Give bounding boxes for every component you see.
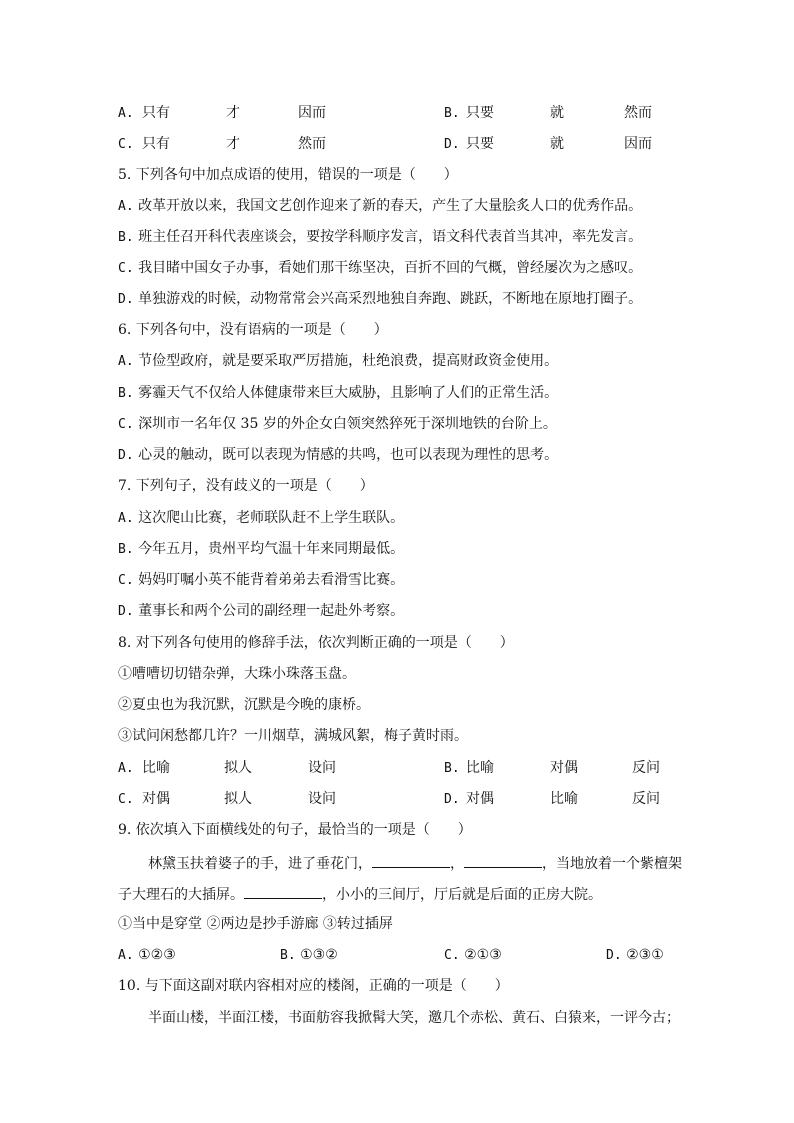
- option-letter: B.: [280, 948, 296, 963]
- q9-choices: ①当中是穿堂 ②两边是抄手游廊 ③转过插屏: [118, 916, 393, 932]
- option-text: 班主任召开科代表座谈会，要按学科顺序发言，语文科代表首当其冲，率先发言。: [138, 229, 643, 245]
- option-word-3: 因而: [624, 136, 652, 152]
- option-word-2: 比喻: [550, 791, 578, 807]
- option-letter: C.: [118, 792, 134, 807]
- option-word-2: 对偶: [550, 760, 578, 776]
- option-letter: A.: [118, 199, 134, 214]
- option-text: 改革开放以来，我国文艺创作迎来了新的春天，产生了大量脍炙人口的优秀作品。: [138, 198, 643, 214]
- option-word-3: 设问: [308, 791, 336, 807]
- answer-blank-2[interactable]: [464, 853, 542, 868]
- option-letter: D.: [444, 792, 460, 807]
- option-text: 节俭型政府，就是要采取严厉措施，杜绝浪费，提高财政资金使用。: [138, 353, 559, 369]
- option-word-1: 对偶: [466, 791, 494, 807]
- option-letter: B.: [444, 106, 460, 121]
- option-letter: B.: [444, 761, 460, 776]
- option-word-1: 只有: [142, 105, 170, 121]
- answer-blank-1[interactable]: [372, 853, 450, 868]
- option-word-3: 反问: [632, 791, 660, 807]
- option-text: ②③①: [626, 947, 664, 963]
- q5-option-a: [118, 197, 642, 216]
- q10-stem: 10. 与下面这副对联内容相对应的楼阁，正确的一项是（ ）: [118, 978, 509, 994]
- option-text: 雾霾天气不仅给人体健康带来巨大威胁，且影响了人们的正常生活。: [138, 385, 559, 401]
- q8-option-d: [444, 790, 660, 809]
- q7-option-b: [118, 540, 404, 559]
- option-word-1: 比喻: [142, 760, 170, 776]
- option-text: 心灵的触动，既可以表现为情感的共鸣，也可以表现为理性的思考。: [138, 447, 559, 463]
- q8-option-c: [118, 790, 336, 809]
- option-text: 深圳市一名年仅 35 岁的外企女白领突然猝死于深圳地铁的台阶上。: [138, 416, 557, 432]
- q4-option-c: [118, 135, 326, 154]
- option-word-2: 就: [550, 136, 564, 152]
- passage-text: ，当地放着一个紫檀架: [542, 856, 682, 872]
- q8-option-b: [444, 759, 660, 778]
- passage-text: ，: [450, 856, 464, 872]
- option-word-3: 设问: [308, 760, 336, 776]
- option-text: 单独游戏的时候，动物常常会兴高采烈地独自奔跑、跳跃，不断地在原地打圈子。: [138, 291, 643, 307]
- option-letter: B.: [118, 542, 134, 557]
- option-word-3: 因而: [298, 105, 326, 121]
- passage-text: 林黛玉扶着婆子的手，进了垂花门，: [148, 856, 372, 872]
- q9-stem: 9. 依次填入下面横线处的句子，最恰当的一项是（ ）: [118, 822, 472, 838]
- option-letter: D.: [118, 604, 134, 619]
- option-letter: D.: [118, 448, 134, 463]
- q6-option-c: [118, 415, 557, 434]
- option-text: 这次爬山比赛，老师联队赶不上学生联队。: [138, 510, 405, 526]
- option-word-1: 比喻: [466, 760, 494, 776]
- option-word-1: 只要: [466, 136, 494, 152]
- option-letter: D.: [444, 137, 460, 152]
- option-letter: C.: [444, 948, 460, 963]
- q4-option-d: [444, 135, 652, 154]
- passage-text: 子大理石的大插屏。: [118, 887, 244, 903]
- q6-option-d: [118, 446, 558, 465]
- option-letter: B.: [118, 230, 134, 245]
- option-word-2: 才: [226, 136, 240, 152]
- q6-option-b: [118, 384, 558, 403]
- q10-couplet: 半面山楼，半面江楼，书面舫容我掀髯大笑，邀几个赤松、黄石、白猿来，一评今古；: [148, 1010, 680, 1026]
- option-word-1: 对偶: [142, 791, 170, 807]
- q4-option-b: [444, 104, 652, 123]
- answer-blank-3[interactable]: [244, 884, 322, 899]
- option-word-3: 然而: [624, 105, 652, 121]
- option-word-3: 然而: [298, 136, 326, 152]
- option-text: ②①③: [464, 947, 502, 963]
- q9-option-a: [118, 946, 176, 965]
- q9-option-d: [606, 946, 664, 965]
- option-letter: A.: [118, 511, 134, 526]
- option-letter: A.: [118, 761, 134, 776]
- option-word-2: 就: [550, 105, 564, 121]
- option-letter: D.: [606, 948, 622, 963]
- option-text: ①③②: [300, 947, 338, 963]
- option-letter: B.: [118, 386, 134, 401]
- q8-sentence-3: ③试问闲愁都几许？一川烟草，满城风絮，梅子黄时雨。: [118, 728, 468, 744]
- option-letter: A.: [118, 354, 134, 369]
- q5-option-d: [118, 290, 642, 309]
- q9-option-c: [444, 946, 502, 965]
- q8-option-a: [118, 759, 336, 778]
- passage-text: ，小小的三间厅，厅后就是后面的正房大院。: [322, 887, 602, 903]
- q9-passage-line-2: [118, 884, 602, 904]
- q9-passage-line-1: [148, 853, 682, 873]
- q4-option-a: [118, 104, 326, 123]
- q5-option-c: [118, 259, 642, 278]
- option-text: 今年五月，贵州平均气温十年来同期最低。: [138, 541, 405, 557]
- q7-option-c: [118, 571, 404, 590]
- option-letter: A.: [118, 948, 134, 963]
- option-word-3: 反问: [632, 760, 660, 776]
- option-letter: D.: [118, 292, 134, 307]
- q5-option-b: [118, 228, 642, 247]
- q9-option-b: [280, 946, 338, 965]
- q8-sentence-2: ②夏虫也为我沉默，沉默是今晚的康桥。: [118, 697, 370, 713]
- option-word-2: 拟人: [224, 760, 252, 776]
- option-word-2: 拟人: [224, 791, 252, 807]
- q7-stem: 7. 下列句子，没有歧义的一项是（ ）: [118, 478, 374, 494]
- q6-option-a: [118, 352, 558, 371]
- q6-stem: 6. 下列各句中，没有语病的一项是（ ）: [118, 322, 388, 338]
- option-text: 我目睹中国女子办事，看她们那干练坚决，百折不回的气概，曾经屡次为之感叹。: [138, 260, 643, 276]
- q7-option-d: [118, 602, 404, 621]
- q7-option-a: [118, 509, 404, 528]
- option-text: 妈妈叮嘱小英不能背着弟弟去看滑雪比赛。: [138, 572, 405, 588]
- q8-stem: 8. 对下列各句使用的修辞手法，依次判断正确的一项是（ ）: [118, 635, 514, 651]
- option-word-1: 只有: [142, 136, 170, 152]
- option-letter: C.: [118, 417, 134, 432]
- q8-sentence-1: ①嘈嘈切切错杂弹，大珠小珠落玉盘。: [118, 666, 356, 682]
- option-word-2: 才: [226, 105, 240, 121]
- option-text: 董事长和两个公司的副经理一起赴外考察。: [138, 603, 405, 619]
- option-letter: C.: [118, 261, 134, 276]
- option-letter: C.: [118, 137, 134, 152]
- option-letter: A.: [118, 106, 134, 121]
- option-text: ①②③: [138, 947, 176, 963]
- q5-stem: 5. 下列各句中加点成语的使用，错误的一项是（ ）: [118, 167, 458, 183]
- option-letter: C.: [118, 573, 134, 588]
- option-word-1: 只要: [466, 105, 494, 121]
